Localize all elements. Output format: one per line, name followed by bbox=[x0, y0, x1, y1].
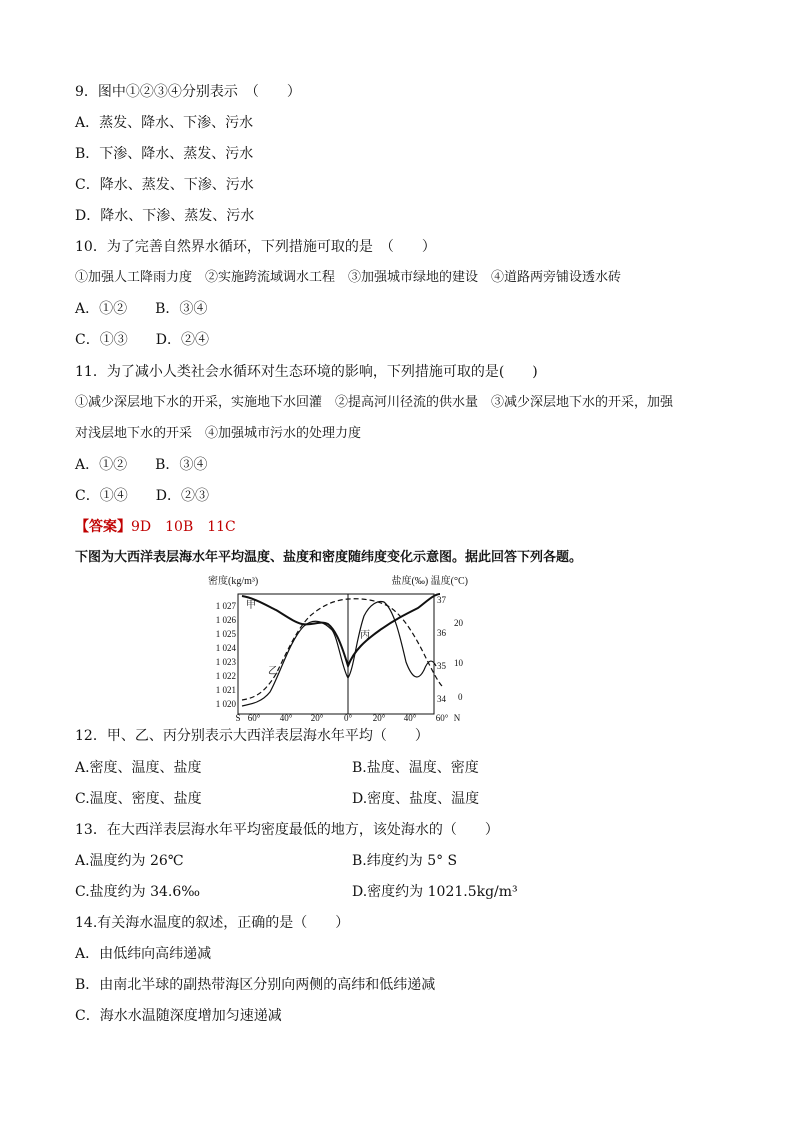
q11-option-d: D．②③ bbox=[155, 488, 209, 504]
temperature-ticks bbox=[454, 618, 464, 702]
q12-option-b: B.盐度、温度、密度 bbox=[352, 760, 479, 776]
q12-stem: 12．甲、乙、丙分别表示大西洋表层海水年平均（ ） bbox=[75, 728, 429, 744]
q10-options-row2 bbox=[75, 330, 209, 350]
q11-option-a: A．①② bbox=[75, 457, 128, 473]
q11-option-b: B．③④ bbox=[155, 457, 208, 473]
salinity-tick: 34 bbox=[437, 694, 446, 704]
answer-line bbox=[75, 517, 236, 537]
q14-option-c: C．海水水温随深度增加匀速递减 bbox=[75, 1008, 282, 1024]
q10-stem: 10．为了完善自然界水循环，下列措施可取的是 （ ） bbox=[75, 239, 436, 255]
q11-option-c: C．①④ bbox=[75, 488, 128, 504]
temperature-tick: 0 bbox=[458, 692, 463, 702]
x-tick: 60° bbox=[247, 713, 261, 722]
q9-option-a: A．蒸发、降水、下渗、污水 bbox=[75, 115, 254, 131]
x-tick: N bbox=[453, 713, 461, 722]
density-tick: 1 025 bbox=[215, 629, 236, 639]
q10-option-d: D．②④ bbox=[155, 332, 209, 348]
q9-option-c: C．降水、蒸发、下渗、污水 bbox=[75, 177, 254, 193]
q14-option-a: A．由低纬向高纬递减 bbox=[75, 946, 212, 962]
right-axis-label: 盐度(‰) 温度(°C) bbox=[391, 576, 468, 587]
q10-option-c: C．①③ bbox=[75, 332, 128, 348]
q11-options-row2 bbox=[75, 486, 209, 506]
q10-measures: ①加强人工降雨力度 ②实施跨流域调水工程 ③加强城市绿地的建设 ④道路两旁铺设透水砖 bbox=[75, 270, 622, 285]
density-ticks bbox=[216, 601, 237, 709]
answer-tag: 【答案】 bbox=[75, 519, 131, 535]
q14-stem: 14.有关海水温度的叙述，正确的是（ ） bbox=[75, 915, 350, 931]
density-tick: 1 020 bbox=[215, 699, 236, 709]
q10-options-row1 bbox=[75, 299, 207, 319]
answer-text: 9D 10B 11C bbox=[131, 519, 236, 535]
series-label-yi: 乙 bbox=[268, 666, 278, 677]
series-label-jia: 甲 bbox=[246, 600, 256, 611]
x-tick: 60° bbox=[435, 713, 449, 722]
q12-option-c: C.温度、密度、盐度 bbox=[75, 791, 202, 807]
q9-stem: 9．图中①②③④分别表示 （ ） bbox=[75, 84, 301, 100]
q9-option-b: B．下渗、降水、蒸发、污水 bbox=[75, 146, 254, 162]
salinity-ticks bbox=[437, 595, 447, 704]
q13-option-a: A.温度约为 26℃ bbox=[75, 853, 184, 869]
series-label-bing: 丙 bbox=[360, 630, 370, 641]
x-tick: S bbox=[235, 713, 241, 722]
q11-stem: 11．为了减小人类社会水循环对生态环境的影响，下列措施可取的是( ) bbox=[75, 364, 538, 380]
q13-option-d: D.密度约为 1021.5kg/m³ bbox=[352, 884, 518, 900]
q10-option-a: A．①② bbox=[75, 301, 128, 317]
density-tick: 1 027 bbox=[215, 601, 236, 611]
left-axis-label: 密度(kg/m³) bbox=[208, 576, 259, 587]
q11-measures-line1: ①减少深层地下水的开采，实施地下水回灌 ②提高河川径流的供水量 ③减少深层地下水的开采，加强 bbox=[75, 395, 674, 410]
salinity-tick: 36 bbox=[437, 628, 446, 638]
x-tick: 20° bbox=[372, 713, 386, 722]
q11-measures-line2: 对浅层地下水的开采 ④加强城市污水的处理力度 bbox=[75, 426, 362, 441]
density-tick: 1 026 bbox=[215, 615, 236, 625]
density-tick: 1 021 bbox=[215, 685, 236, 695]
curve-salinity bbox=[242, 602, 436, 706]
q11-options-row1 bbox=[75, 455, 207, 475]
x-tick: 40° bbox=[403, 713, 417, 722]
q12-option-d: D.密度、盐度、温度 bbox=[352, 791, 480, 807]
q12-option-a: A.密度、温度、盐度 bbox=[75, 760, 202, 776]
q13-option-c: C.盐度约为 34.6‰ bbox=[75, 884, 201, 900]
density-tick: 1 024 bbox=[215, 643, 236, 653]
x-tick: 40° bbox=[279, 713, 293, 722]
x-tick: 0° bbox=[343, 713, 353, 722]
salinity-tick: 37 bbox=[437, 595, 446, 605]
q10-option-b: B．③④ bbox=[155, 301, 208, 317]
chart-intro: 下图为大西洋表层海水年平均温度、盐度和密度随纬度变化示意图。据此回答下列各题。 bbox=[75, 550, 583, 565]
temperature-tick: 10 bbox=[454, 658, 463, 668]
temperature-tick: 20 bbox=[454, 618, 463, 628]
salinity-tick: 35 bbox=[437, 661, 446, 671]
atlantic-chart bbox=[206, 574, 470, 722]
q13-stem: 13．在大西洋表层海水年平均密度最低的地方，该处海水的（ ） bbox=[75, 822, 499, 838]
q14-option-b: B．由南北半球的副热带海区分别向两侧的高纬和低纬递减 bbox=[75, 977, 436, 993]
q9-option-d: D．降水、下渗、蒸发、污水 bbox=[75, 208, 255, 224]
density-tick: 1 022 bbox=[215, 671, 236, 681]
q13-option-b: B.纬度约为 5° S bbox=[352, 853, 458, 869]
density-tick: 1 023 bbox=[215, 657, 236, 667]
x-tick: 20° bbox=[310, 713, 324, 722]
